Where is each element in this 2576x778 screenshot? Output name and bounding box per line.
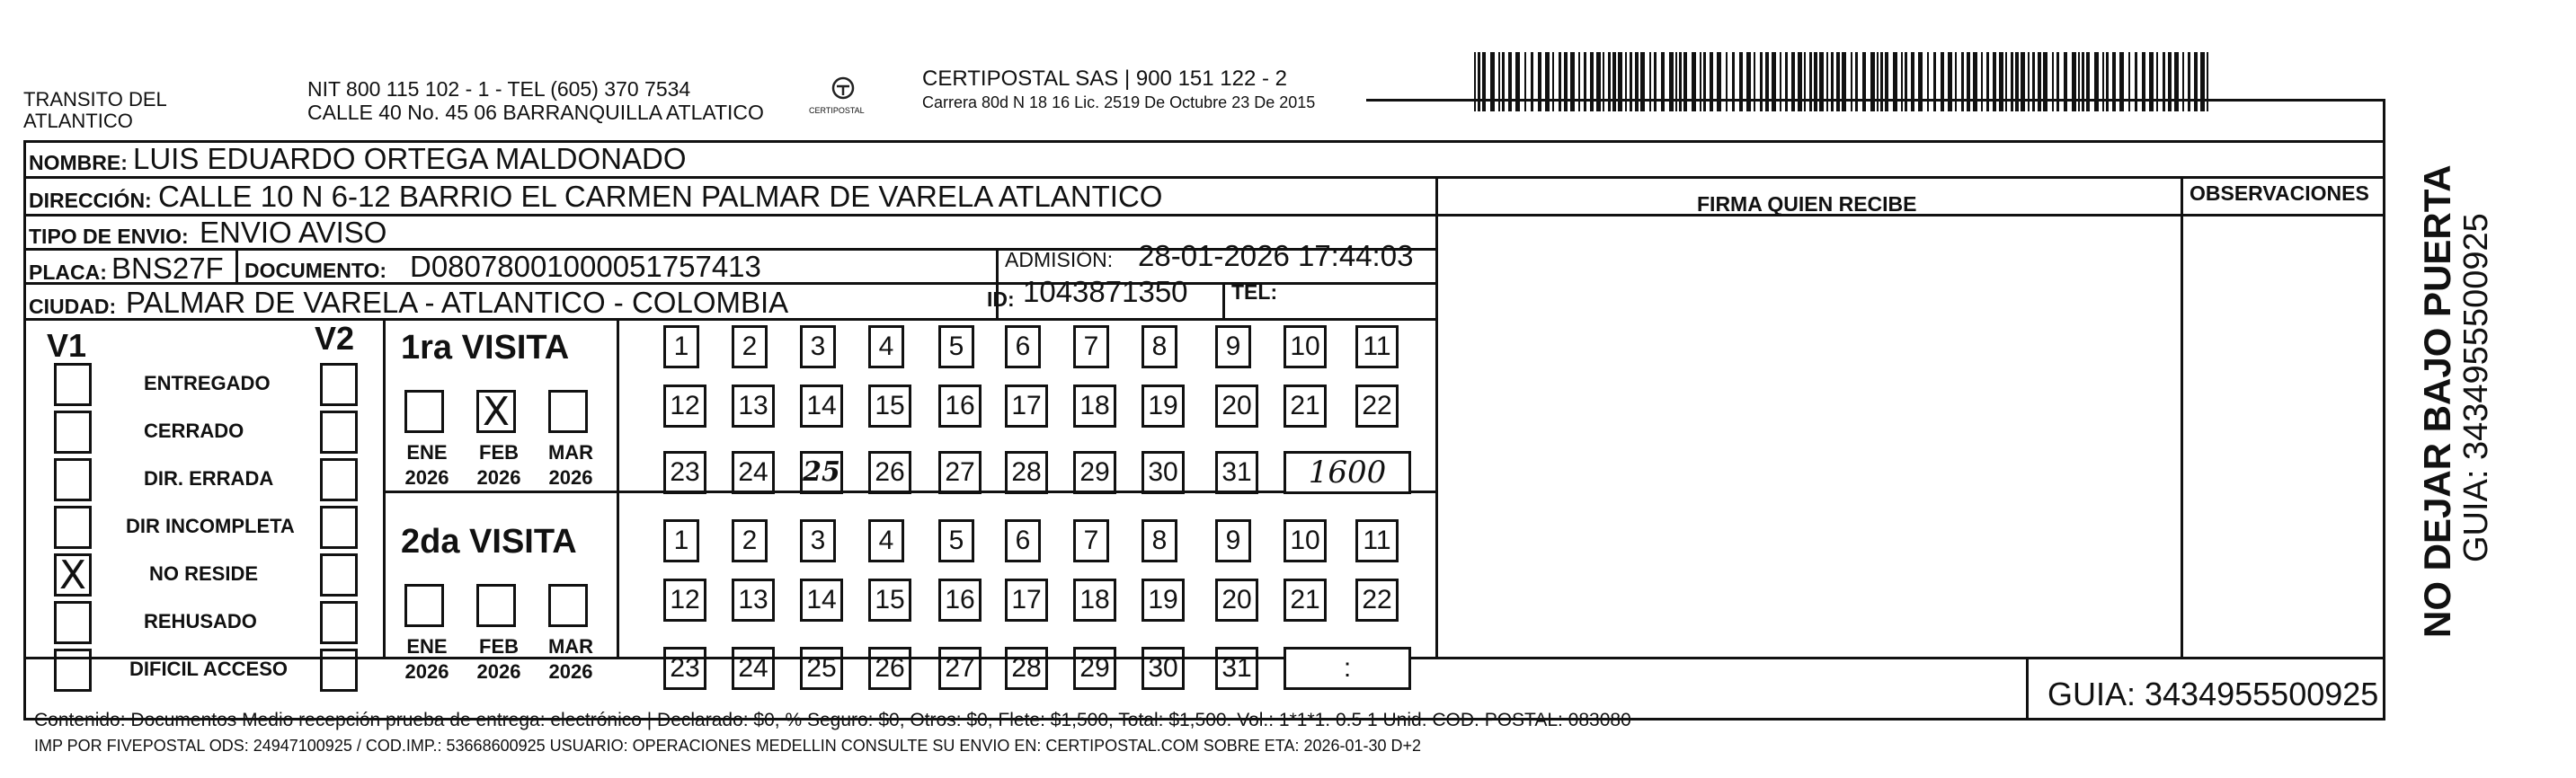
day-box[interactable] <box>868 519 904 562</box>
barcode <box>1474 52 2215 111</box>
day-box[interactable] <box>1355 325 1399 368</box>
day-number: 18 <box>1079 585 1110 614</box>
day-number: 10 <box>1290 526 1320 555</box>
day-box[interactable] <box>1215 385 1258 428</box>
day-box[interactable] <box>1215 579 1258 622</box>
month-year: 2026 <box>548 466 593 489</box>
v2-checkbox[interactable] <box>320 506 358 549</box>
time-box[interactable] <box>1284 647 1411 690</box>
ciudad-value: PALMAR DE VARELA - ATLANTICO - COLOMBIA <box>126 286 789 319</box>
day-number: 11 <box>1363 332 1391 361</box>
day-number: 8 <box>1151 526 1168 555</box>
day-box[interactable] <box>1141 579 1185 622</box>
check-mark: X <box>482 389 511 435</box>
direccion-label: DIRECCIÓN: <box>29 189 152 212</box>
day-box[interactable] <box>1215 325 1251 368</box>
logo-text: CERTIPOSTAL <box>809 106 865 115</box>
time-value: 1600 <box>1308 455 1387 491</box>
guia-footer: GUIA: 3434955500925 <box>2047 676 2379 712</box>
status-label: NO RESIDE <box>149 562 259 585</box>
day-box[interactable] <box>938 579 982 622</box>
day-number: 24 <box>738 653 768 683</box>
v2-checkbox[interactable] <box>320 649 358 692</box>
id-label: ID: <box>987 287 1015 311</box>
day-box[interactable] <box>938 325 974 368</box>
day-box[interactable] <box>938 385 982 428</box>
day-box[interactable] <box>1005 451 1048 494</box>
contenido-line: Contenido: Documentos Medio recepción prueba de entrega: electrónico | Declarado: $0, % Seguro: $0, Otros: $0, Flete: $1,500, Total: $1,500. Vol.: 1*1*1. 0.5 1 Unid. COD. POSTAL: 083080 <box>34 710 1631 730</box>
day-box[interactable] <box>663 385 706 428</box>
day-box[interactable] <box>1215 647 1258 690</box>
day-box[interactable] <box>1141 325 1177 368</box>
day-box[interactable] <box>1005 385 1048 428</box>
month-checkbox[interactable] <box>548 584 588 627</box>
day-number: 12 <box>670 585 700 614</box>
v2-checkbox[interactable] <box>320 363 358 406</box>
status-label: CERRADO <box>144 420 244 442</box>
day-number: 13 <box>738 391 768 420</box>
v2-checkbox[interactable] <box>320 458 358 501</box>
day-box[interactable] <box>1215 519 1251 562</box>
documento-label: DOCUMENTO: <box>244 259 387 282</box>
guia-vertical: GUIA: 3434955500925 <box>2457 213 2495 562</box>
day-box[interactable] <box>1073 579 1116 622</box>
admision-value: 28-01-2026 17:44:03 <box>1138 239 1414 272</box>
check-mark <box>551 393 585 430</box>
month-checkbox[interactable] <box>404 390 444 433</box>
tipo-envio-label: TIPO DE ENVIO: <box>29 225 189 248</box>
check-mark <box>323 413 355 451</box>
day-box[interactable] <box>1073 325 1109 368</box>
day-number: 15 <box>875 391 905 420</box>
day-number: 30 <box>1148 653 1178 683</box>
id-value: 1043871350 <box>1023 275 1188 308</box>
visit-title: 2da VISITA <box>401 523 577 561</box>
no-dejar-bajo-puerta: NO DEJAR BAJO PUERTA <box>2416 164 2458 638</box>
direccion-value: CALLE 10 N 6-12 BARRIO EL CARMEN PALMAR DE VARELA ATLANTICO <box>158 180 1163 213</box>
day-box[interactable] <box>1284 385 1327 428</box>
day-number: 9 <box>1225 332 1241 361</box>
v1-checkbox[interactable] <box>54 553 92 597</box>
day-box[interactable] <box>1284 579 1327 622</box>
day-number: 7 <box>1083 332 1099 361</box>
month-checkbox[interactable] <box>476 390 516 433</box>
day-box[interactable] <box>1005 647 1048 690</box>
nit-line: NIT 800 115 102 - 1 - TEL (605) 370 7534 <box>307 77 691 101</box>
day-number: 14 <box>806 391 837 420</box>
day-number: 4 <box>878 526 894 555</box>
v1-checkbox[interactable] <box>54 506 92 549</box>
day-number: 6 <box>1015 526 1031 555</box>
day-number: 2 <box>742 526 758 555</box>
v2-checkbox[interactable] <box>320 553 358 597</box>
check-mark <box>57 461 89 499</box>
month-year: 2026 <box>404 466 449 489</box>
day-box[interactable] <box>732 325 768 368</box>
day-box[interactable] <box>732 647 775 690</box>
day-number: 21 <box>1290 391 1320 420</box>
month-checkbox[interactable] <box>548 390 588 433</box>
day-number: 21 <box>1290 585 1320 614</box>
firma-header: FIRMA QUIEN RECIBE <box>1697 192 1917 216</box>
check-mark <box>57 604 89 641</box>
v1-checkbox[interactable] <box>54 649 92 692</box>
month-year: 2026 <box>476 466 521 489</box>
v1-checkbox[interactable] <box>54 458 92 501</box>
day-number: 1 <box>673 526 689 555</box>
time-value: : <box>1343 653 1352 683</box>
nombre-value: LUIS EDUARDO ORTEGA MALDONADO <box>133 142 687 175</box>
check-mark <box>479 587 513 624</box>
day-box[interactable] <box>732 385 775 428</box>
nombre-label: NOMBRE: <box>29 151 128 174</box>
check-mark <box>57 508 89 546</box>
placa-value: BNS27F <box>111 252 224 285</box>
certipostal-logo <box>807 68 879 122</box>
day-number: 24 <box>738 457 768 487</box>
check-mark <box>57 413 89 451</box>
day-box[interactable] <box>800 325 836 368</box>
day-box[interactable] <box>663 325 699 368</box>
documento-value: D08078001000051757413 <box>410 250 761 283</box>
courier-name: CERTIPOSTAL SAS | 900 151 122 - 2 <box>922 66 1287 91</box>
day-box[interactable] <box>1355 519 1399 562</box>
day-box[interactable] <box>1005 325 1041 368</box>
courier-address: Carrera 80d N 18 16 Lic. 2519 De Octubre 23 De 2015 <box>922 93 1316 111</box>
day-number: 14 <box>806 585 837 614</box>
day-number: 16 <box>945 391 975 420</box>
day-box[interactable] <box>1073 647 1116 690</box>
day-number: 17 <box>1011 391 1042 420</box>
month-name: MAR <box>547 635 594 658</box>
v1-header: V1 <box>47 327 87 364</box>
day-box[interactable] <box>938 519 974 562</box>
day-box[interactable] <box>663 579 706 622</box>
month-year: 2026 <box>476 660 521 683</box>
month-year: 2026 <box>548 660 593 683</box>
check-mark <box>323 604 355 641</box>
sender-line-2: ATLANTICO <box>23 110 133 132</box>
v1-checkbox[interactable] <box>54 363 92 406</box>
day-box[interactable] <box>1141 519 1177 562</box>
day-box[interactable] <box>663 451 706 494</box>
day-number: 5 <box>948 526 964 555</box>
day-box[interactable] <box>1073 519 1109 562</box>
day-box[interactable] <box>800 647 843 690</box>
day-box[interactable] <box>663 519 699 562</box>
visit-title: 1ra VISITA <box>401 329 570 367</box>
day-number: 7 <box>1083 526 1099 555</box>
day-number: 29 <box>1079 653 1110 683</box>
tel-label: TEL: <box>1231 280 1278 304</box>
day-box[interactable] <box>1005 519 1041 562</box>
day-box[interactable] <box>1284 325 1327 368</box>
day-number: 3 <box>810 526 826 555</box>
day-number: 2 <box>742 332 758 361</box>
status-label: DIFICIL ACCESO <box>129 658 289 680</box>
check-mark <box>323 651 355 689</box>
day-box[interactable] <box>800 579 843 622</box>
day-number: 6 <box>1015 332 1031 361</box>
day-number: 19 <box>1148 391 1178 420</box>
check-mark <box>57 366 89 403</box>
day-box[interactable] <box>868 647 911 690</box>
month-checkbox[interactable] <box>404 584 444 627</box>
day-box[interactable] <box>732 579 775 622</box>
day-number: 29 <box>1079 457 1110 487</box>
day-box[interactable] <box>1005 579 1048 622</box>
month-name: ENE <box>406 441 448 464</box>
day-box[interactable] <box>938 451 982 494</box>
day-number: 23 <box>670 653 700 683</box>
month-name: MAR <box>547 441 594 464</box>
placa-label: PLACA: <box>29 261 107 284</box>
day-number: 3 <box>810 332 826 361</box>
status-label: DIR INCOMPLETA <box>126 515 295 537</box>
v1-checkbox[interactable] <box>54 411 92 454</box>
sender-address: CALLE 40 No. 45 06 BARRANQUILLA ATLATICO <box>307 101 764 124</box>
day-number: 25 <box>803 456 840 488</box>
day-box[interactable] <box>732 519 768 562</box>
day-number: 12 <box>670 391 700 420</box>
month-name: ENE <box>406 635 448 658</box>
check-mark <box>551 587 585 624</box>
day-number: 19 <box>1148 585 1178 614</box>
check-mark <box>323 508 355 546</box>
day-number: 16 <box>945 585 975 614</box>
check-mark <box>407 587 441 624</box>
day-number: 15 <box>875 585 905 614</box>
v2-header: V2 <box>315 320 355 357</box>
day-number: 30 <box>1148 457 1178 487</box>
tipo-envio-value: ENVIO AVISO <box>200 216 387 249</box>
check-mark: X <box>58 553 87 598</box>
check-mark <box>57 651 89 689</box>
day-box[interactable] <box>663 647 706 690</box>
day-number: 25 <box>806 653 837 683</box>
day-number: 13 <box>738 585 768 614</box>
day-number: 11 <box>1363 526 1391 555</box>
status-label: DIR. ERRADA <box>144 467 274 490</box>
day-number: 28 <box>1011 457 1042 487</box>
sender-line-1: TRANSITO DEL <box>23 88 167 111</box>
month-checkbox[interactable] <box>476 584 516 627</box>
month-name: FEB <box>479 441 519 464</box>
day-number: 23 <box>670 457 700 487</box>
day-number: 28 <box>1011 653 1042 683</box>
check-mark <box>323 461 355 499</box>
day-box[interactable] <box>1073 385 1116 428</box>
day-number: 26 <box>875 653 905 683</box>
check-mark <box>323 366 355 403</box>
day-box[interactable] <box>1355 385 1399 428</box>
day-box[interactable] <box>800 385 843 428</box>
day-box[interactable] <box>800 519 836 562</box>
day-number: 27 <box>945 457 975 487</box>
day-number: 22 <box>1362 585 1392 614</box>
day-box[interactable] <box>868 385 911 428</box>
day-box[interactable] <box>868 451 911 494</box>
day-number: 22 <box>1362 391 1392 420</box>
day-box[interactable] <box>938 647 982 690</box>
check-mark <box>407 393 441 430</box>
day-box[interactable] <box>1215 451 1258 494</box>
day-box[interactable] <box>1284 519 1327 562</box>
status-label: ENTREGADO <box>144 372 271 394</box>
v2-checkbox[interactable] <box>320 601 358 644</box>
v1-checkbox[interactable] <box>54 601 92 644</box>
check-mark <box>323 556 355 594</box>
day-box[interactable] <box>868 579 911 622</box>
admision-label: ADMISIÓN: <box>1005 248 1114 271</box>
day-box[interactable] <box>800 451 843 494</box>
day-box[interactable] <box>868 325 904 368</box>
day-box[interactable] <box>1141 451 1185 494</box>
month-year: 2026 <box>404 660 449 683</box>
day-number: 17 <box>1011 585 1042 614</box>
status-label: REHUSADO <box>144 610 257 632</box>
observaciones-header: OBSERVACIONES <box>2190 181 2369 205</box>
day-number: 20 <box>1221 391 1252 420</box>
v2-checkbox[interactable] <box>320 411 358 454</box>
day-box[interactable] <box>732 451 775 494</box>
month-name: FEB <box>479 635 519 658</box>
day-box[interactable] <box>1141 647 1185 690</box>
time-box[interactable] <box>1284 451 1411 494</box>
day-number: 4 <box>878 332 894 361</box>
day-number: 10 <box>1290 332 1320 361</box>
day-number: 31 <box>1221 457 1252 487</box>
day-box[interactable] <box>1141 385 1185 428</box>
day-number: 31 <box>1221 653 1252 683</box>
day-box[interactable] <box>1355 579 1399 622</box>
ciudad-label: CIUDAD: <box>29 295 117 318</box>
day-number: 1 <box>673 332 689 361</box>
day-number: 9 <box>1225 526 1241 555</box>
day-box[interactable] <box>1073 451 1116 494</box>
imp-line: IMP POR FIVEPOSTAL ODS: 24947100925 / COD.IMP.: 53668600925 USUARIO: OPERACIONES MEDELLIN CONSULTE SU ENVIO EN: CERTIPOSTAL.COM SOBRE ETA: 2026-01-30 D+2 <box>34 737 1422 755</box>
day-number: 5 <box>948 332 964 361</box>
day-number: 26 <box>875 457 905 487</box>
day-number: 8 <box>1151 332 1168 361</box>
day-number: 27 <box>945 653 975 683</box>
day-number: 18 <box>1079 391 1110 420</box>
day-number: 20 <box>1221 585 1252 614</box>
